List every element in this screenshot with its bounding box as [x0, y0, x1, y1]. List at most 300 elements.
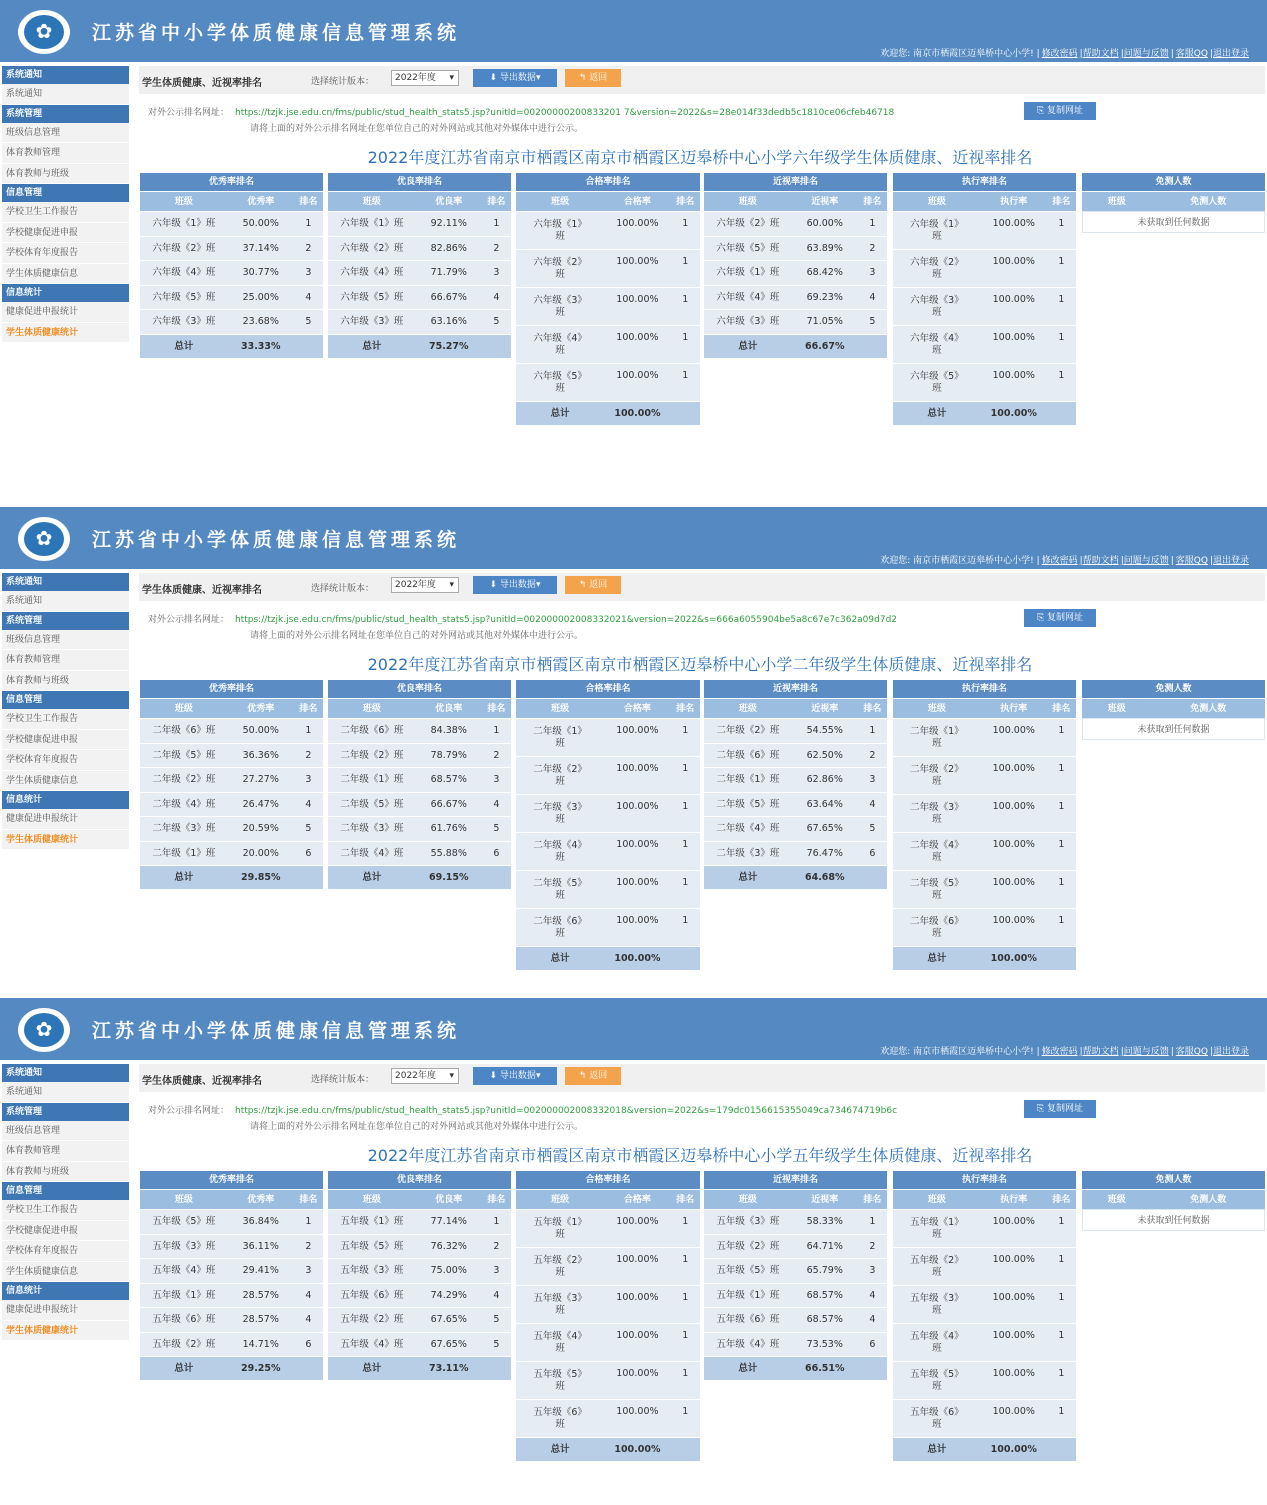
- public-url-link[interactable]: https://tzjk.jse.edu.cn/fms/public/stud_health_stats5.jsp?unitId=002000002008332021&version=2022&s=666a6055904be5a8c67e7c362a09d7d2: [235, 615, 898, 625]
- col-class: 班级: [927, 1195, 946, 1205]
- top-link-4[interactable]: 客服QQ: [1175, 1047, 1208, 1057]
- class-name: 二年级《6》班: [152, 725, 216, 736]
- total-value: 33.33%: [240, 340, 281, 352]
- version-label: 选择统计版本：: [311, 584, 375, 594]
- rank-value: 2: [305, 242, 312, 254]
- rate-value: 100.00%: [616, 332, 659, 343]
- rank-value: 3: [869, 1265, 876, 1276]
- table-row: [140, 1258, 323, 1283]
- class-name: 六年级《5》班: [340, 291, 404, 303]
- class-name: [893, 833, 981, 870]
- table-row: [893, 1323, 1076, 1361]
- rate-value: 100.00%: [992, 256, 1035, 267]
- class-name: [893, 288, 981, 325]
- public-url-link[interactable]: https://tzjk.jse.edu.cn/fms/public/stud_health_stats5.jsp?unitId=00200000200833201 7&version=2022&s=28e014f33dedb5c1810ce06cfeb46718: [235, 108, 895, 118]
- top-link-2[interactable]: |问题与反馈: [1120, 49, 1169, 59]
- rate-value: 68.42%: [806, 267, 843, 278]
- class-name-line1: 二年级《1》: [910, 726, 964, 737]
- sidebar-item[interactable]: 班级信息管理: [2, 123, 129, 144]
- class-name: 五年级《2》班: [152, 1338, 216, 1350]
- rank-value: 4: [493, 291, 500, 303]
- top-link-1[interactable]: |帮助文档: [1079, 1047, 1119, 1057]
- class-name-line2: 班: [932, 890, 942, 901]
- sidebar-item[interactable]: 体育教师与班级: [2, 164, 129, 185]
- ranking-title: 2022年度江苏省南京市栖霞区南京市栖霞区迈皋桥中心小学二年级学生体质健康、近视率排名: [367, 655, 1033, 674]
- class-name: 六年级《2》班: [340, 242, 404, 254]
- class-name: [516, 1362, 604, 1399]
- copy-icon: ⎘: [1036, 613, 1048, 623]
- table-row: [893, 1285, 1076, 1323]
- total-row: [140, 334, 323, 358]
- table-row: [140, 816, 323, 841]
- col-rate: 优良率: [435, 1195, 463, 1205]
- table-row: [140, 841, 323, 866]
- rate-value: 30.77%: [242, 267, 279, 278]
- sidebar-item[interactable]: 学生体质健康统计: [2, 830, 129, 851]
- system-title: 江苏省中小学体质健康信息管理系统: [92, 22, 461, 44]
- rank-value: 1: [869, 218, 876, 229]
- sidebar-item[interactable]: 健康促进申报统计: [2, 809, 129, 830]
- sidebar-item[interactable]: 学校卫生工作报告: [2, 709, 129, 730]
- copy-url-button[interactable]: [1024, 102, 1096, 120]
- rate-value: 100.00%: [992, 1368, 1035, 1379]
- sidebar-item[interactable]: 系统通知: [2, 591, 129, 612]
- table-row: [516, 1399, 700, 1437]
- table-row: [704, 236, 887, 261]
- class-name: 二年级《6》班: [716, 749, 780, 761]
- sidebar-item[interactable]: 学生体质健康信息: [2, 1262, 129, 1283]
- class-name-line2: 班: [932, 1419, 942, 1430]
- rank-value: 4: [493, 798, 500, 810]
- total-label: 总计: [174, 340, 194, 352]
- top-header: [0, 0, 1267, 62]
- table-row: [704, 816, 887, 841]
- rank-value: 2: [869, 1240, 876, 1252]
- toolbar: [139, 1064, 1265, 1092]
- table-row: [140, 236, 323, 261]
- top-link-0[interactable]: 修改密码: [1041, 1047, 1078, 1057]
- rank-value: 1: [682, 1254, 689, 1265]
- total-row: [704, 865, 887, 889]
- table-header-row: [140, 1189, 323, 1209]
- rank-value: 1: [1058, 1292, 1065, 1303]
- rate-value: 63.89%: [806, 242, 843, 254]
- class-name: [516, 909, 604, 946]
- table-title: 合格率排名: [516, 1171, 700, 1189]
- class-name: [893, 719, 981, 756]
- col-rank: 排名: [299, 1195, 318, 1205]
- rate-value: 100.00%: [616, 877, 659, 888]
- total-row: [516, 401, 700, 425]
- rate-value: 63.64%: [806, 798, 843, 810]
- table-title: 优秀率排名: [140, 173, 323, 191]
- lotus-icon: [24, 1013, 64, 1047]
- rate-value: 67.65%: [430, 1338, 467, 1350]
- rank-value: 1: [1058, 801, 1065, 812]
- caret-down-icon: ▾: [535, 580, 541, 590]
- top-link-4[interactable]: 客服QQ: [1175, 556, 1208, 566]
- url-label: 对外公示排名网址：: [148, 615, 230, 625]
- rank-value: 6: [305, 847, 312, 859]
- rank-value: 6: [305, 1338, 312, 1350]
- rank-value: 1: [1058, 1254, 1065, 1265]
- col-rank: 排名: [863, 197, 882, 207]
- rate-value: 100.00%: [992, 763, 1035, 774]
- sidebar-item[interactable]: 健康促进申报统计: [2, 302, 129, 323]
- class-name: [893, 757, 981, 794]
- rank-value: 5: [869, 316, 876, 327]
- ranking-table-exec: [893, 1171, 1076, 1461]
- rank-value: 1: [682, 763, 689, 774]
- total-label: 总计: [174, 1363, 194, 1374]
- class-name: 五年级《1》班: [716, 1289, 780, 1301]
- rate-value: 100.00%: [992, 218, 1035, 229]
- sidebar-item[interactable]: 体育教师管理: [2, 143, 129, 164]
- table-row: [704, 1258, 887, 1283]
- sidebar-item[interactable]: 体育教师与班级: [2, 1162, 129, 1183]
- table-row: [328, 816, 511, 841]
- rate-value: 63.16%: [430, 316, 467, 327]
- class-name-line2: 班: [932, 1381, 942, 1392]
- table-row: [704, 841, 887, 866]
- rank-value: 2: [493, 1240, 500, 1252]
- table-row: [893, 794, 1076, 832]
- class-name: [516, 326, 604, 363]
- ranking-table-excellent: [140, 1171, 323, 1380]
- class-name: [893, 909, 981, 946]
- table-title: 优秀率排名: [140, 680, 323, 698]
- back-button[interactable]: [565, 69, 621, 87]
- table-row: [704, 309, 887, 334]
- table-title: 免测人数: [1082, 680, 1265, 698]
- table-header-row: [516, 1189, 700, 1209]
- class-name-line2: 班: [932, 1305, 942, 1316]
- rank-value: 5: [493, 316, 500, 327]
- sidebar-item[interactable]: 学校卫生工作报告: [2, 202, 129, 223]
- sidebar-item[interactable]: 学校体育年度报告: [2, 243, 129, 264]
- class-name: 五年级《4》班: [716, 1338, 780, 1350]
- rank-value: 1: [305, 1216, 312, 1227]
- class-name-line2: 班: [555, 383, 565, 394]
- ranking-table-myopia: [704, 1171, 887, 1380]
- version-select[interactable]: 2022年度 ▾: [391, 1068, 459, 1084]
- class-name: [516, 364, 604, 401]
- top-link-0[interactable]: 修改密码: [1041, 556, 1078, 566]
- rate-value: 78.79%: [430, 749, 467, 761]
- rate-value: 82.86%: [430, 242, 467, 254]
- col-exempt: 免测人数: [1190, 704, 1227, 714]
- class-name: [893, 1210, 981, 1247]
- top-link-2[interactable]: |问题与反馈: [1120, 556, 1169, 566]
- rate-value: 100.00%: [616, 915, 659, 926]
- class-name-line2: 班: [932, 231, 942, 242]
- sidebar-item[interactable]: 学生体质健康信息: [2, 771, 129, 792]
- class-name: [893, 250, 981, 287]
- table-row: [140, 260, 323, 285]
- table-title: 优良率排名: [328, 1171, 511, 1189]
- top-link-5[interactable]: |退出登录: [1209, 1047, 1249, 1057]
- system-logo-icon: [18, 10, 70, 54]
- sidebar-item[interactable]: 学生体质健康统计: [2, 1321, 129, 1342]
- export-label: 导出数据: [499, 73, 536, 83]
- table-header-row: [140, 698, 323, 718]
- rate-value: 28.57%: [242, 1314, 279, 1325]
- table-row: [704, 285, 887, 310]
- total-label: 总计: [362, 872, 382, 883]
- copy-url-button[interactable]: [1024, 609, 1096, 627]
- copy-url-button[interactable]: [1024, 1100, 1096, 1118]
- rank-value: 1: [305, 725, 312, 736]
- top-link-2[interactable]: |问题与反馈: [1120, 1047, 1169, 1057]
- rate-value: 61.76%: [430, 823, 467, 834]
- rank-value: 1: [682, 915, 689, 926]
- total-label: 总计: [927, 1444, 947, 1455]
- sidebar-item[interactable]: 学校健康促进申报: [2, 730, 129, 751]
- table-row: [328, 211, 511, 236]
- top-link-0[interactable]: 修改密码: [1041, 49, 1078, 59]
- table-title: 近视率排名: [704, 173, 887, 191]
- sidebar-item[interactable]: 学生体质健康统计: [2, 323, 129, 344]
- table-row: [516, 1209, 700, 1247]
- col-rank: 排名: [299, 197, 318, 207]
- total-value: 73.11%: [428, 1363, 469, 1374]
- caret-down-icon: ▾: [535, 1071, 541, 1081]
- rate-value: 66.67%: [430, 798, 467, 810]
- top-link-5[interactable]: |退出登录: [1209, 49, 1249, 59]
- table-row: [516, 794, 700, 832]
- rate-value: 100.00%: [616, 1406, 659, 1417]
- ranking-table-exec: [893, 173, 1076, 425]
- table-row: [516, 832, 700, 870]
- rank-value: 1: [1058, 1368, 1065, 1379]
- table-row: [328, 1307, 511, 1332]
- table-row: [893, 832, 1076, 870]
- rank-value: 4: [869, 1314, 876, 1325]
- class-name-line1: 二年级《1》: [533, 726, 587, 737]
- rate-value: 73.53%: [806, 1338, 843, 1350]
- col-rank: 排名: [676, 197, 695, 207]
- total-row: [328, 334, 511, 358]
- table-row: [516, 287, 700, 325]
- rank-value: 1: [1058, 256, 1065, 267]
- rate-value: 54.55%: [806, 725, 843, 736]
- class-name-line1: 五年级《4》: [910, 1331, 964, 1342]
- sidebar-item[interactable]: 学校健康促进申报: [2, 1221, 129, 1242]
- table-row: [704, 1234, 887, 1259]
- sidebar-item[interactable]: 健康促进申报统计: [2, 1300, 129, 1321]
- table-row: [516, 1323, 700, 1361]
- col-rank: 排名: [487, 197, 506, 207]
- export-button[interactable]: [473, 69, 557, 87]
- top-link-5[interactable]: |退出登录: [1209, 556, 1249, 566]
- rate-value: 100.00%: [992, 915, 1035, 926]
- table-header-row: [704, 698, 887, 718]
- rate-value: 50.00%: [242, 218, 279, 229]
- rate-value: 68.57%: [806, 1314, 843, 1325]
- table-row: [893, 287, 1076, 325]
- public-url-row: [148, 612, 1265, 626]
- rank-value: 1: [305, 218, 312, 229]
- sidebar-item[interactable]: 体育教师与班级: [2, 671, 129, 692]
- top-header: [0, 507, 1267, 569]
- class-name: [893, 326, 981, 363]
- rank-value: 1: [682, 294, 689, 305]
- rank-value: 1: [1058, 877, 1065, 888]
- table-row: [140, 309, 323, 334]
- sidebar-item[interactable]: 系统通知: [2, 1082, 129, 1103]
- lotus-icon: [24, 15, 64, 49]
- sidebar-section: 系统管理: [2, 1103, 129, 1121]
- rate-value: 68.57%: [430, 774, 467, 785]
- table-row: [516, 756, 700, 794]
- sidebar-item[interactable]: 班级信息管理: [2, 630, 129, 651]
- top-link-1[interactable]: |帮助文档: [1079, 556, 1119, 566]
- version-select[interactable]: 2022年度 ▾: [391, 577, 459, 593]
- rate-value: 20.59%: [242, 823, 279, 834]
- sidebar-item[interactable]: 体育教师管理: [2, 1141, 129, 1162]
- table-row: [893, 908, 1076, 946]
- public-url-row: [148, 105, 1265, 119]
- top-link-1[interactable]: |帮助文档: [1079, 49, 1119, 59]
- total-value: 100.00%: [614, 408, 661, 419]
- table-row: [704, 1283, 887, 1308]
- rank-value: 3: [493, 1265, 500, 1276]
- rate-value: 67.65%: [430, 1314, 467, 1325]
- ranking-table-myopia: [704, 680, 887, 889]
- ranking-table-pass: [516, 1171, 700, 1461]
- table-header-row: [1082, 1189, 1265, 1209]
- class-name: 六年级《5》班: [152, 291, 216, 303]
- class-name-line2: 班: [555, 1305, 565, 1316]
- col-rate: 合格率: [623, 704, 651, 714]
- table-header-row: [328, 698, 511, 718]
- class-name: 二年级《5》班: [716, 798, 780, 810]
- table-row: [893, 211, 1076, 249]
- table-row: [893, 870, 1076, 908]
- table-row: [893, 1361, 1076, 1399]
- sidebar-item[interactable]: 班级信息管理: [2, 1121, 129, 1142]
- sidebar-item[interactable]: 学校健康促进申报: [2, 223, 129, 244]
- rate-value: 100.00%: [616, 256, 659, 267]
- rate-value: 100.00%: [992, 801, 1035, 812]
- export-button[interactable]: [473, 576, 557, 594]
- user-links: [878, 1044, 1249, 1057]
- col-class: 班级: [174, 197, 193, 207]
- rate-value: 55.88%: [430, 847, 467, 859]
- rank-value: 1: [682, 332, 689, 343]
- table-title: 近视率排名: [704, 1171, 887, 1189]
- sidebar-item[interactable]: 学生体质健康信息: [2, 264, 129, 285]
- table-row: [704, 1209, 887, 1234]
- col-rate: 优秀率: [247, 704, 275, 714]
- sidebar-item[interactable]: 学校卫生工作报告: [2, 1200, 129, 1221]
- top-link-4[interactable]: 客服QQ: [1175, 49, 1208, 59]
- table-header-row: [328, 191, 511, 211]
- sidebar-section: 信息管理: [2, 691, 129, 709]
- class-name-line2: 班: [555, 928, 565, 939]
- rate-value: 100.00%: [992, 332, 1035, 343]
- rank-value: 2: [493, 242, 500, 254]
- table-row: [140, 1234, 323, 1259]
- class-name: [516, 871, 604, 908]
- col-exempt: 免测人数: [1190, 197, 1227, 207]
- rate-value: 100.00%: [616, 725, 659, 736]
- sidebar: [2, 66, 129, 343]
- class-name: 二年级《1》班: [152, 847, 216, 859]
- top-link-3: |: [1170, 49, 1174, 59]
- sidebar-item[interactable]: 系统通知: [2, 84, 129, 105]
- rate-value: 100.00%: [992, 370, 1035, 381]
- col-class: 班级: [551, 197, 570, 207]
- rank-value: 1: [1058, 1406, 1065, 1417]
- table-row: [140, 792, 323, 817]
- class-name: 六年级《1》班: [340, 218, 404, 229]
- version-select[interactable]: 2022年度 ▾: [391, 70, 459, 86]
- table-row: [704, 260, 887, 285]
- table-row: [328, 792, 511, 817]
- class-name-line1: 六年级《5》: [910, 371, 964, 382]
- class-name-line1: 二年级《2》: [533, 764, 587, 775]
- class-name-line2: 班: [932, 1267, 942, 1278]
- table-header-row: [140, 191, 323, 211]
- class-name-line2: 班: [555, 890, 565, 901]
- back-button[interactable]: [565, 1067, 621, 1085]
- table-row: [704, 1307, 887, 1332]
- col-rank: 排名: [863, 1195, 882, 1205]
- table-row: [704, 1332, 887, 1357]
- rank-value: 1: [682, 801, 689, 812]
- sidebar-item[interactable]: 体育教师管理: [2, 650, 129, 671]
- url-label: 对外公示排名网址：: [148, 108, 230, 118]
- rank-value: 3: [493, 774, 500, 785]
- total-label: 总计: [362, 340, 382, 352]
- class-name-line1: 五年级《2》: [533, 1255, 587, 1266]
- class-name-line2: 班: [932, 814, 942, 825]
- rate-value: 100.00%: [616, 1330, 659, 1341]
- sidebar-section: 信息管理: [2, 184, 129, 202]
- rank-value: 3: [869, 774, 876, 785]
- sidebar-item[interactable]: 学校体育年度报告: [2, 750, 129, 771]
- rate-value: 76.32%: [430, 1240, 467, 1252]
- ranking-table-exec: [893, 680, 1076, 970]
- table-header-row: [516, 698, 700, 718]
- col-rank: 排名: [299, 704, 318, 714]
- col-rank: 排名: [1052, 1195, 1071, 1205]
- sidebar-item[interactable]: 学校体育年度报告: [2, 1241, 129, 1262]
- class-name: 二年级《3》班: [152, 823, 216, 834]
- class-name-line2: 班: [555, 852, 565, 863]
- table-row: [893, 718, 1076, 756]
- back-label: 返回: [589, 73, 608, 83]
- export-button[interactable]: [473, 1067, 557, 1085]
- total-label: 总计: [738, 340, 758, 352]
- rank-value: 1: [682, 1216, 689, 1227]
- rate-value: 100.00%: [992, 725, 1035, 736]
- public-url-link[interactable]: https://tzjk.jse.edu.cn/fms/public/stud_health_stats5.jsp?unitId=002000002008332018&version=2022&s=179dc0156615355049ca734674719b6c: [235, 1106, 898, 1116]
- rank-value: 6: [869, 847, 876, 859]
- top-link-3: |: [1170, 556, 1174, 566]
- total-label: 总计: [927, 408, 947, 419]
- rate-value: 100.00%: [616, 218, 659, 229]
- app-window: [0, 507, 1267, 997]
- back-button[interactable]: [565, 576, 621, 594]
- table-row: [140, 285, 323, 310]
- rank-value: 1: [1058, 1216, 1065, 1227]
- no-data-message: 未获取到任何数据: [1082, 718, 1265, 740]
- table-row: [516, 1247, 700, 1285]
- class-name: [516, 795, 604, 832]
- table-row: [140, 767, 323, 792]
